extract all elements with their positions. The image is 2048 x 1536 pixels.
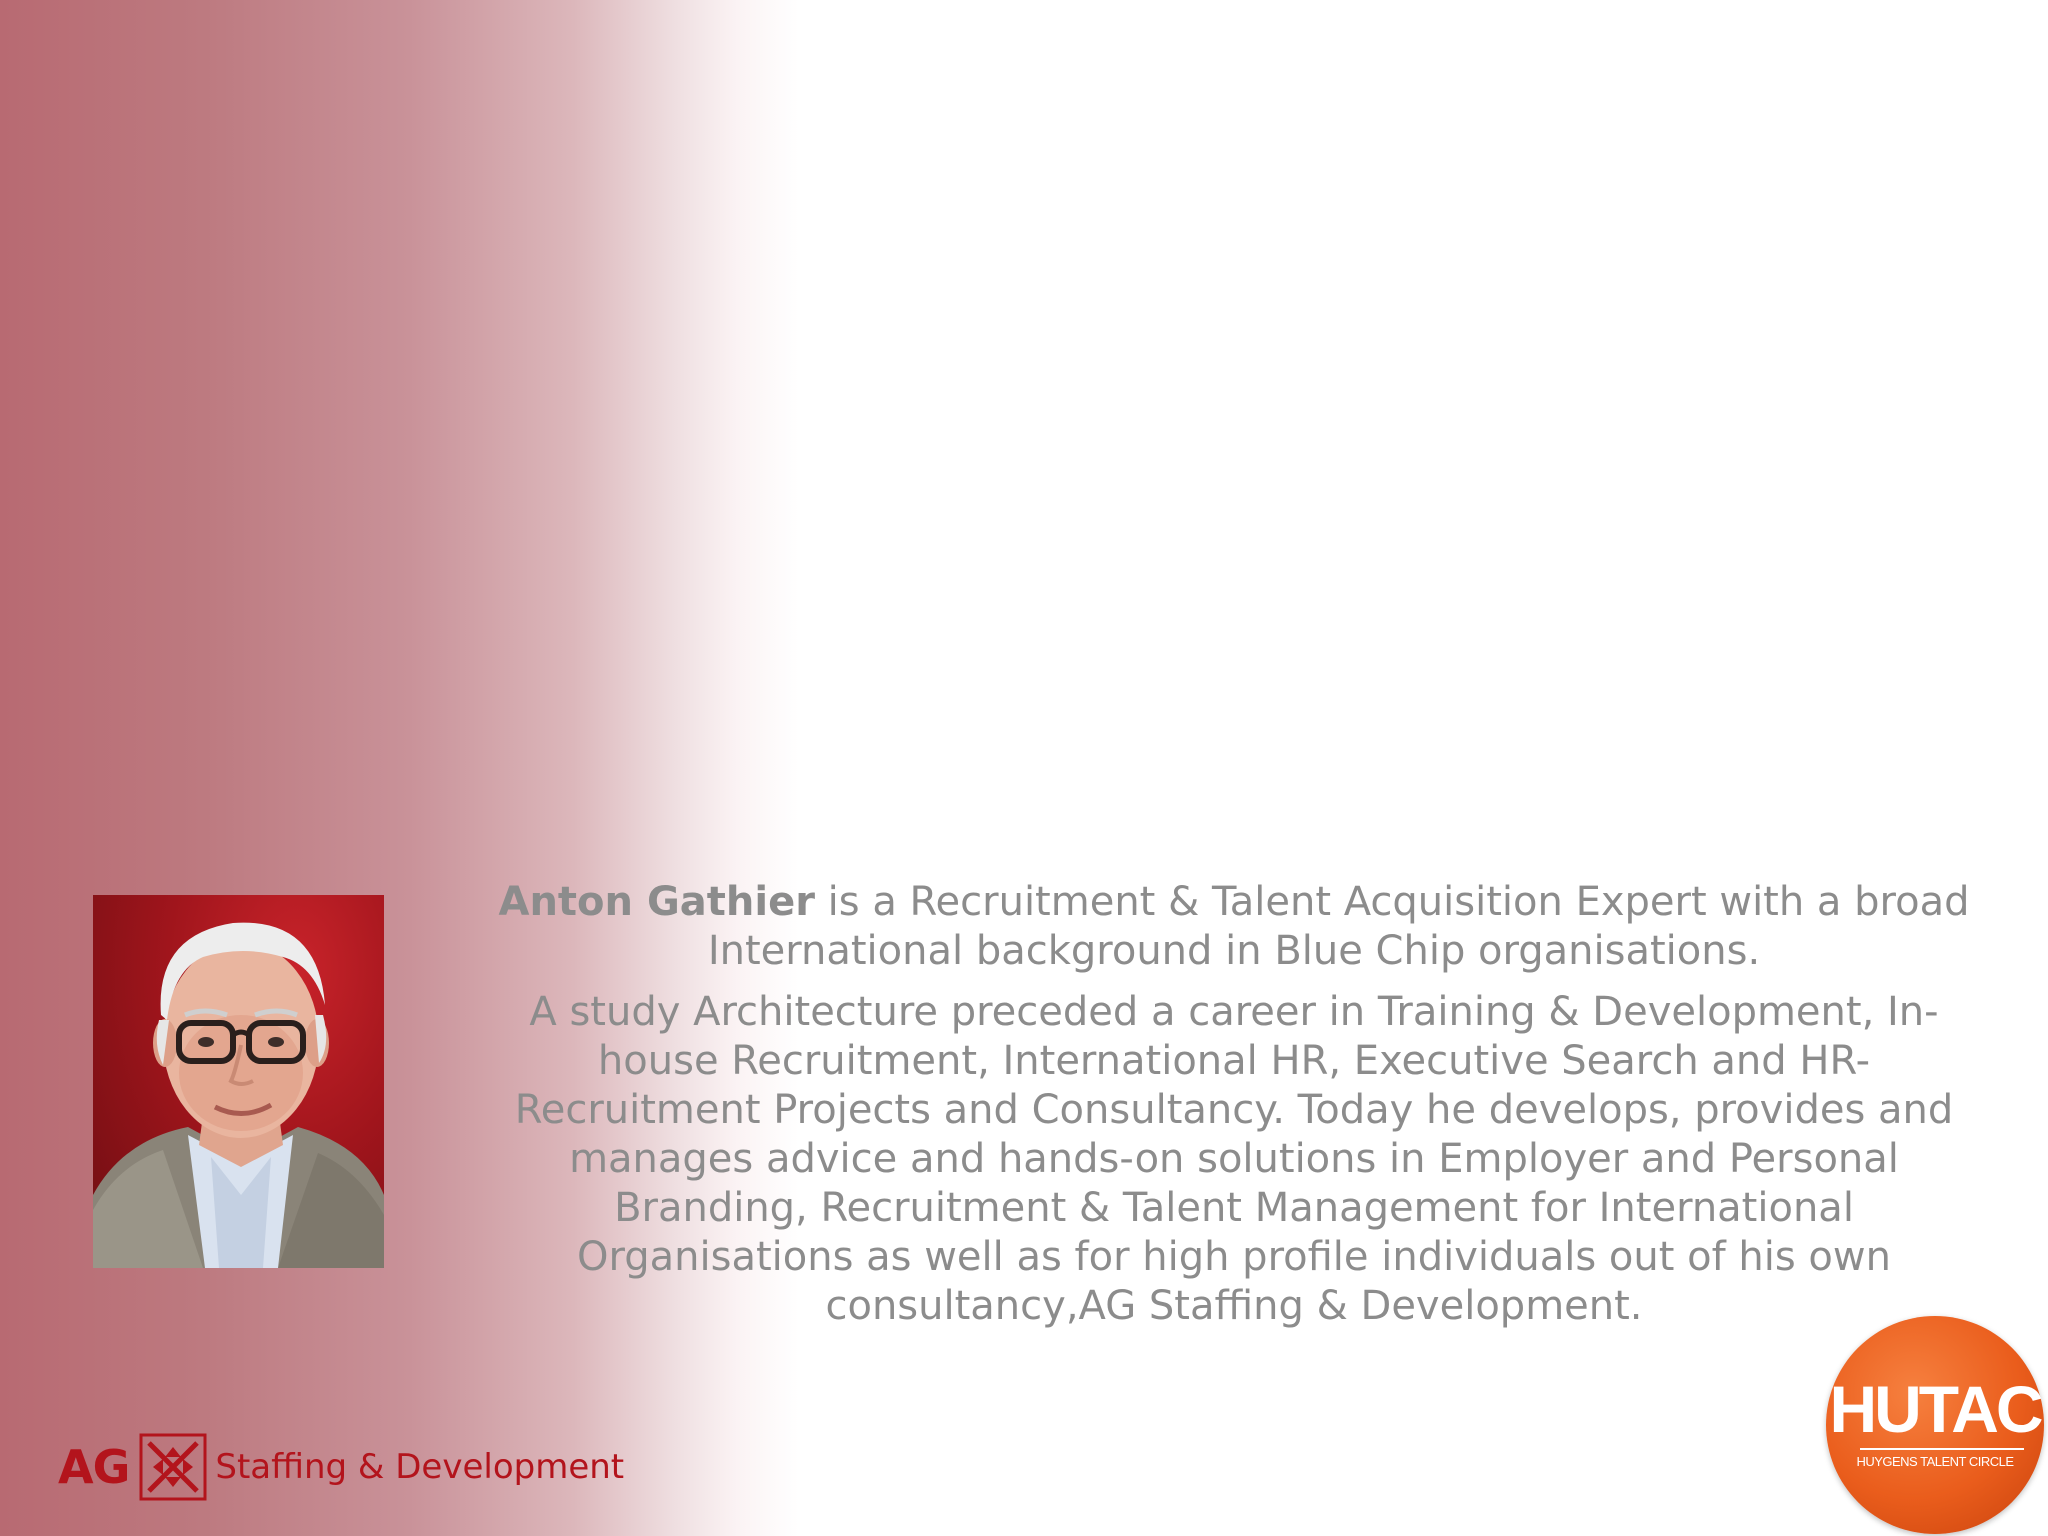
bio-intro: [478, 878, 1990, 976]
hutac-logo-word: HUTAC: [1829, 1372, 2041, 1446]
bio-career: A study Architecture preceded a career in Training & Development, In-house Recruitment, International HR, Executive Search and HR-Recruitment Projects and Consultancy. Today he develops, provides and manages advice and hands-on solutions in Employer and Personal Branding, Recruitment & Talent Management for International Organisations as well as for high profile individuals out of his own consultancy,AG Staffing & Development.: [514, 989, 1954, 1329]
ag-logo-letters: AG: [58, 1440, 130, 1494]
cross-arrows-icon: [139, 1433, 207, 1501]
hutac-logo-subtitle: HUYGENS TALENT CIRCLE: [1856, 1454, 2014, 1469]
hutac-logo: [1826, 1316, 2044, 1534]
hutac-logo-divider: [1860, 1448, 2024, 1450]
portrait-illustration: [93, 895, 384, 1268]
portrait-photo: [93, 895, 384, 1268]
bio-text: [478, 878, 1990, 1331]
ag-logo-tagline: Staffing & Development: [215, 1447, 625, 1487]
ag-staffing-logo: [58, 1432, 624, 1502]
bio-name: Anton Gathier: [498, 879, 815, 925]
bio-intro-rest: is a Recruitment & Talent Acquisition Expert with a broad International background in Blue Chip organisations.: [707, 879, 1970, 974]
